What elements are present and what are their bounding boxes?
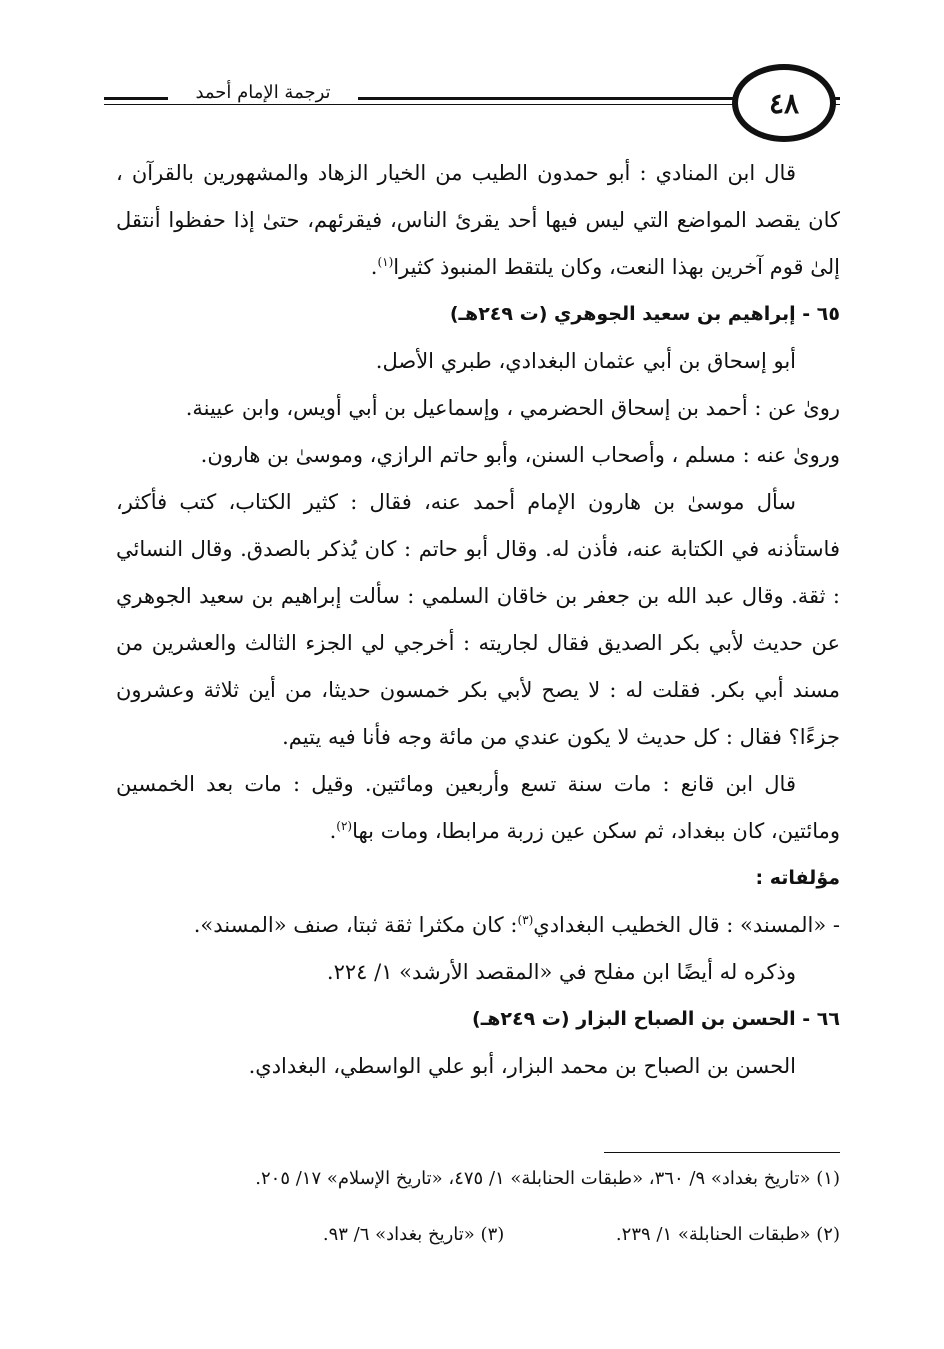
page-number-text: ٤٨ xyxy=(768,86,800,120)
footnote-ref: (٢) xyxy=(336,819,353,833)
text-line: أنتقل إلىٰ قوم آخرين بهذا النعت، وكان يلتقط المنبوذ كثيرا xyxy=(116,208,840,279)
text-line: قال ابن قانع : مات سنة تسع وأربعين ومائتين. وقيل : مات بعد الخمسين xyxy=(116,772,796,796)
text-line: كان يقصد المواضع التي ليس فيها أحد يقرئ الناس، فيقرئهم، حتىٰ إذا حفظوا xyxy=(168,208,840,232)
footnote-1 xyxy=(116,1168,840,1189)
page-number xyxy=(732,64,836,142)
footnote-ref: (٣) xyxy=(517,913,534,927)
text-line: وجه فأنا فيه يتيم. xyxy=(282,725,433,749)
text-line: النسائي : ثقة. وقال عبد الله بن جعفر بن خاقان السلمي : سألت إبراهيم بن xyxy=(116,537,840,608)
kunya-line: أبو إسحاق بن أبي عثمان البغدادي، طبري الأصل. xyxy=(375,349,796,373)
narrated-by-line: وروىٰ عنه : مسلم ، وأصحاب السنن، وأبو حاتم الرازي، وموسىٰ بن هارون. xyxy=(200,443,840,467)
footnote-2-3 xyxy=(116,1224,840,1245)
narrated-from-line: روىٰ عن : أحمد بن إسحاق الحضرمي ، وإسماعيل بن أبي أويس، وابن عيينة. xyxy=(185,396,840,420)
paragraph-ibn-qani xyxy=(116,761,840,855)
footnote-ref: (١) xyxy=(377,255,394,269)
works-item-musnad xyxy=(116,902,840,949)
text-line: سأل موسىٰ بن هارون الإمام أحمد عنه، فقال : كثير الكتاب، كتب فأكثر، xyxy=(116,490,796,514)
text-line: . xyxy=(329,819,337,843)
footnote-text: (١) «تاريخ بغداد» ٩/ ٣٦٠، «طبقات الحنابلة» ١/ ٤٧٥، «تاريخ الإسلام» ١٧/ ٢٠٥. xyxy=(255,1168,840,1189)
text-line: فاستأذنه في الكتابة عنه، فأذن له. وقال أبو حاتم : كان يُذكر بالصدق. وقال xyxy=(190,537,840,561)
works-note: وذكره له أيضًا ابن مفلح في «المقصد الأرشد» ١/ ٢٢٤. xyxy=(326,960,796,984)
text-line: . xyxy=(370,255,378,279)
footnote-text: (٣) «تاريخ بغداد» ٦/ ٩٣. xyxy=(322,1224,505,1245)
running-title: ترجمة الإمام أحمد xyxy=(168,82,358,103)
kunya-line: الحسن بن الصباح بن محمد البزار، أبو علي الواسطي، البغدادي. xyxy=(248,1054,796,1078)
footnote-rule xyxy=(604,1152,840,1153)
entry-heading-66: ٦٦ - الحسن بن الصباح البزار (ت ٢٤٩هـ) xyxy=(472,1008,840,1030)
entry-heading-65: ٦٥ - إبراهيم بن سعيد الجوهري (ت ٢٤٩هـ) xyxy=(449,303,840,325)
paragraph-musa xyxy=(116,479,840,761)
text-line: قال ابن المنادي : أبو حمدون الطيب من الخيار الزهاد والمشهورين بالقرآن ، xyxy=(116,161,796,185)
header-rule-left-thin xyxy=(104,104,734,105)
text-line: - «المسند» : قال الخطيب البغدادي xyxy=(533,913,840,937)
text-line: حديثا، من أين ثلاثة وعشرون جزءًا؟ فقال : كل حديث لا يكون عندي من مائة xyxy=(116,678,840,749)
text-line: الثالث والعشرين من مسند أبي بكر. فقلت له : لا يصح لأبي بكر خمسون xyxy=(116,631,840,702)
paragraph-ibn-munadi xyxy=(116,150,840,291)
main-text xyxy=(116,150,840,1090)
works-heading: مؤلفاته : xyxy=(755,867,840,889)
text-line: سعيد الجوهري عن حديث لأبي بكر الصديق فقال لجاريته : أخرجي لي الجزء xyxy=(116,584,840,655)
footnote-text: (٢) «طبقات الحنابلة» ١/ ٢٣٩. xyxy=(615,1224,840,1245)
text-line: ومائتين، كان ببغداد، ثم سكن عين زربة مرابطا، ومات بها xyxy=(352,819,840,843)
text-line: : كان مكثرا ثقة ثبتا، صنف «المسند». xyxy=(193,913,518,937)
